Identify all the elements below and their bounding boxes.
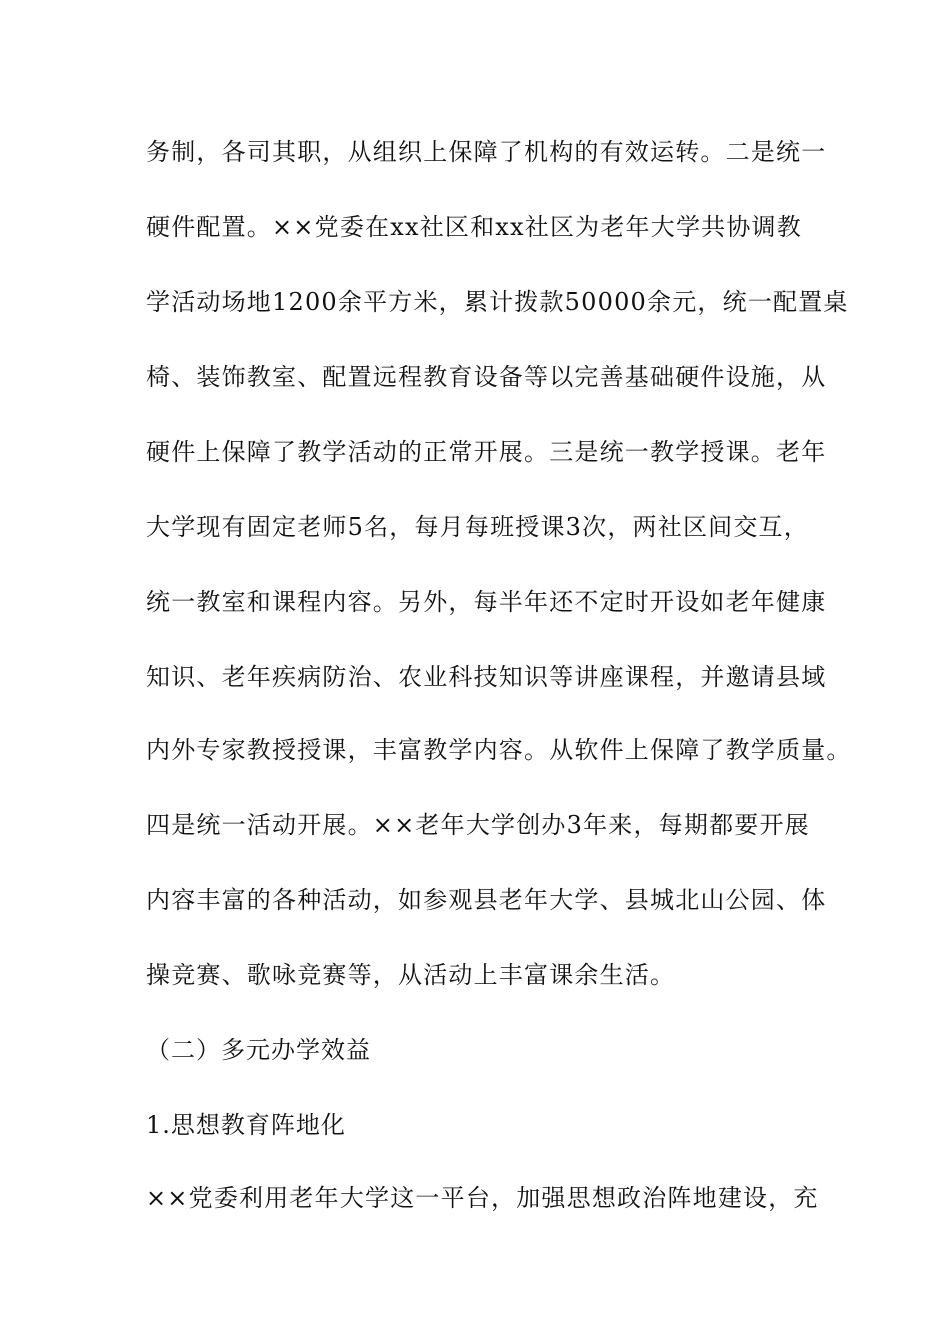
paragraph-line: 统一教室和课程内容。另外，每半年还不定时开设如老年健康: [146, 588, 827, 616]
subsection-heading: 1.思想教育阵地化: [146, 1111, 346, 1139]
paragraph-line: 内外专家教授授课，丰富教学内容。从软件上保障了教学质量。: [146, 736, 852, 764]
paragraph-line: 务制，各司其职，从组织上保障了机构的有效运转。二是统一: [146, 138, 827, 166]
paragraph-line: 硬件配置。××党委在xx社区和xx社区为老年大学共协调教: [146, 213, 802, 241]
paragraph-line: 四是统一活动开展。××老年大学创办3年来，每期都要开展: [146, 811, 810, 839]
paragraph-line: 知识、老年疾病防治、农业科技知识等讲座课程，并邀请县域: [146, 663, 827, 691]
paragraph-line: 内容丰富的各种活动，如参观县老年大学、县城北山公园、体: [146, 886, 827, 914]
paragraph-line: ××党委利用老年大学这一平台，加强思想政治阵地建设，充: [146, 1184, 819, 1212]
paragraph-line: 大学现有固定老师5名，每月每班授课3次，两社区间交互，: [146, 513, 809, 541]
section-heading: （二）多元办学效益: [146, 1036, 371, 1064]
paragraph-line: 硬件上保障了教学活动的正常开展。三是统一教学授课。老年: [146, 438, 827, 466]
paragraph-line: 椅、装饰教室、配置远程教育设备等以完善基础硬件设施，从: [146, 363, 827, 391]
paragraph-line: 学活动场地1200余平方米，累计拨款50000余元，统一配置桌: [146, 288, 849, 316]
paragraph-line: 操竞赛、歌咏竞赛等，从活动上丰富课余生活。: [146, 961, 676, 989]
